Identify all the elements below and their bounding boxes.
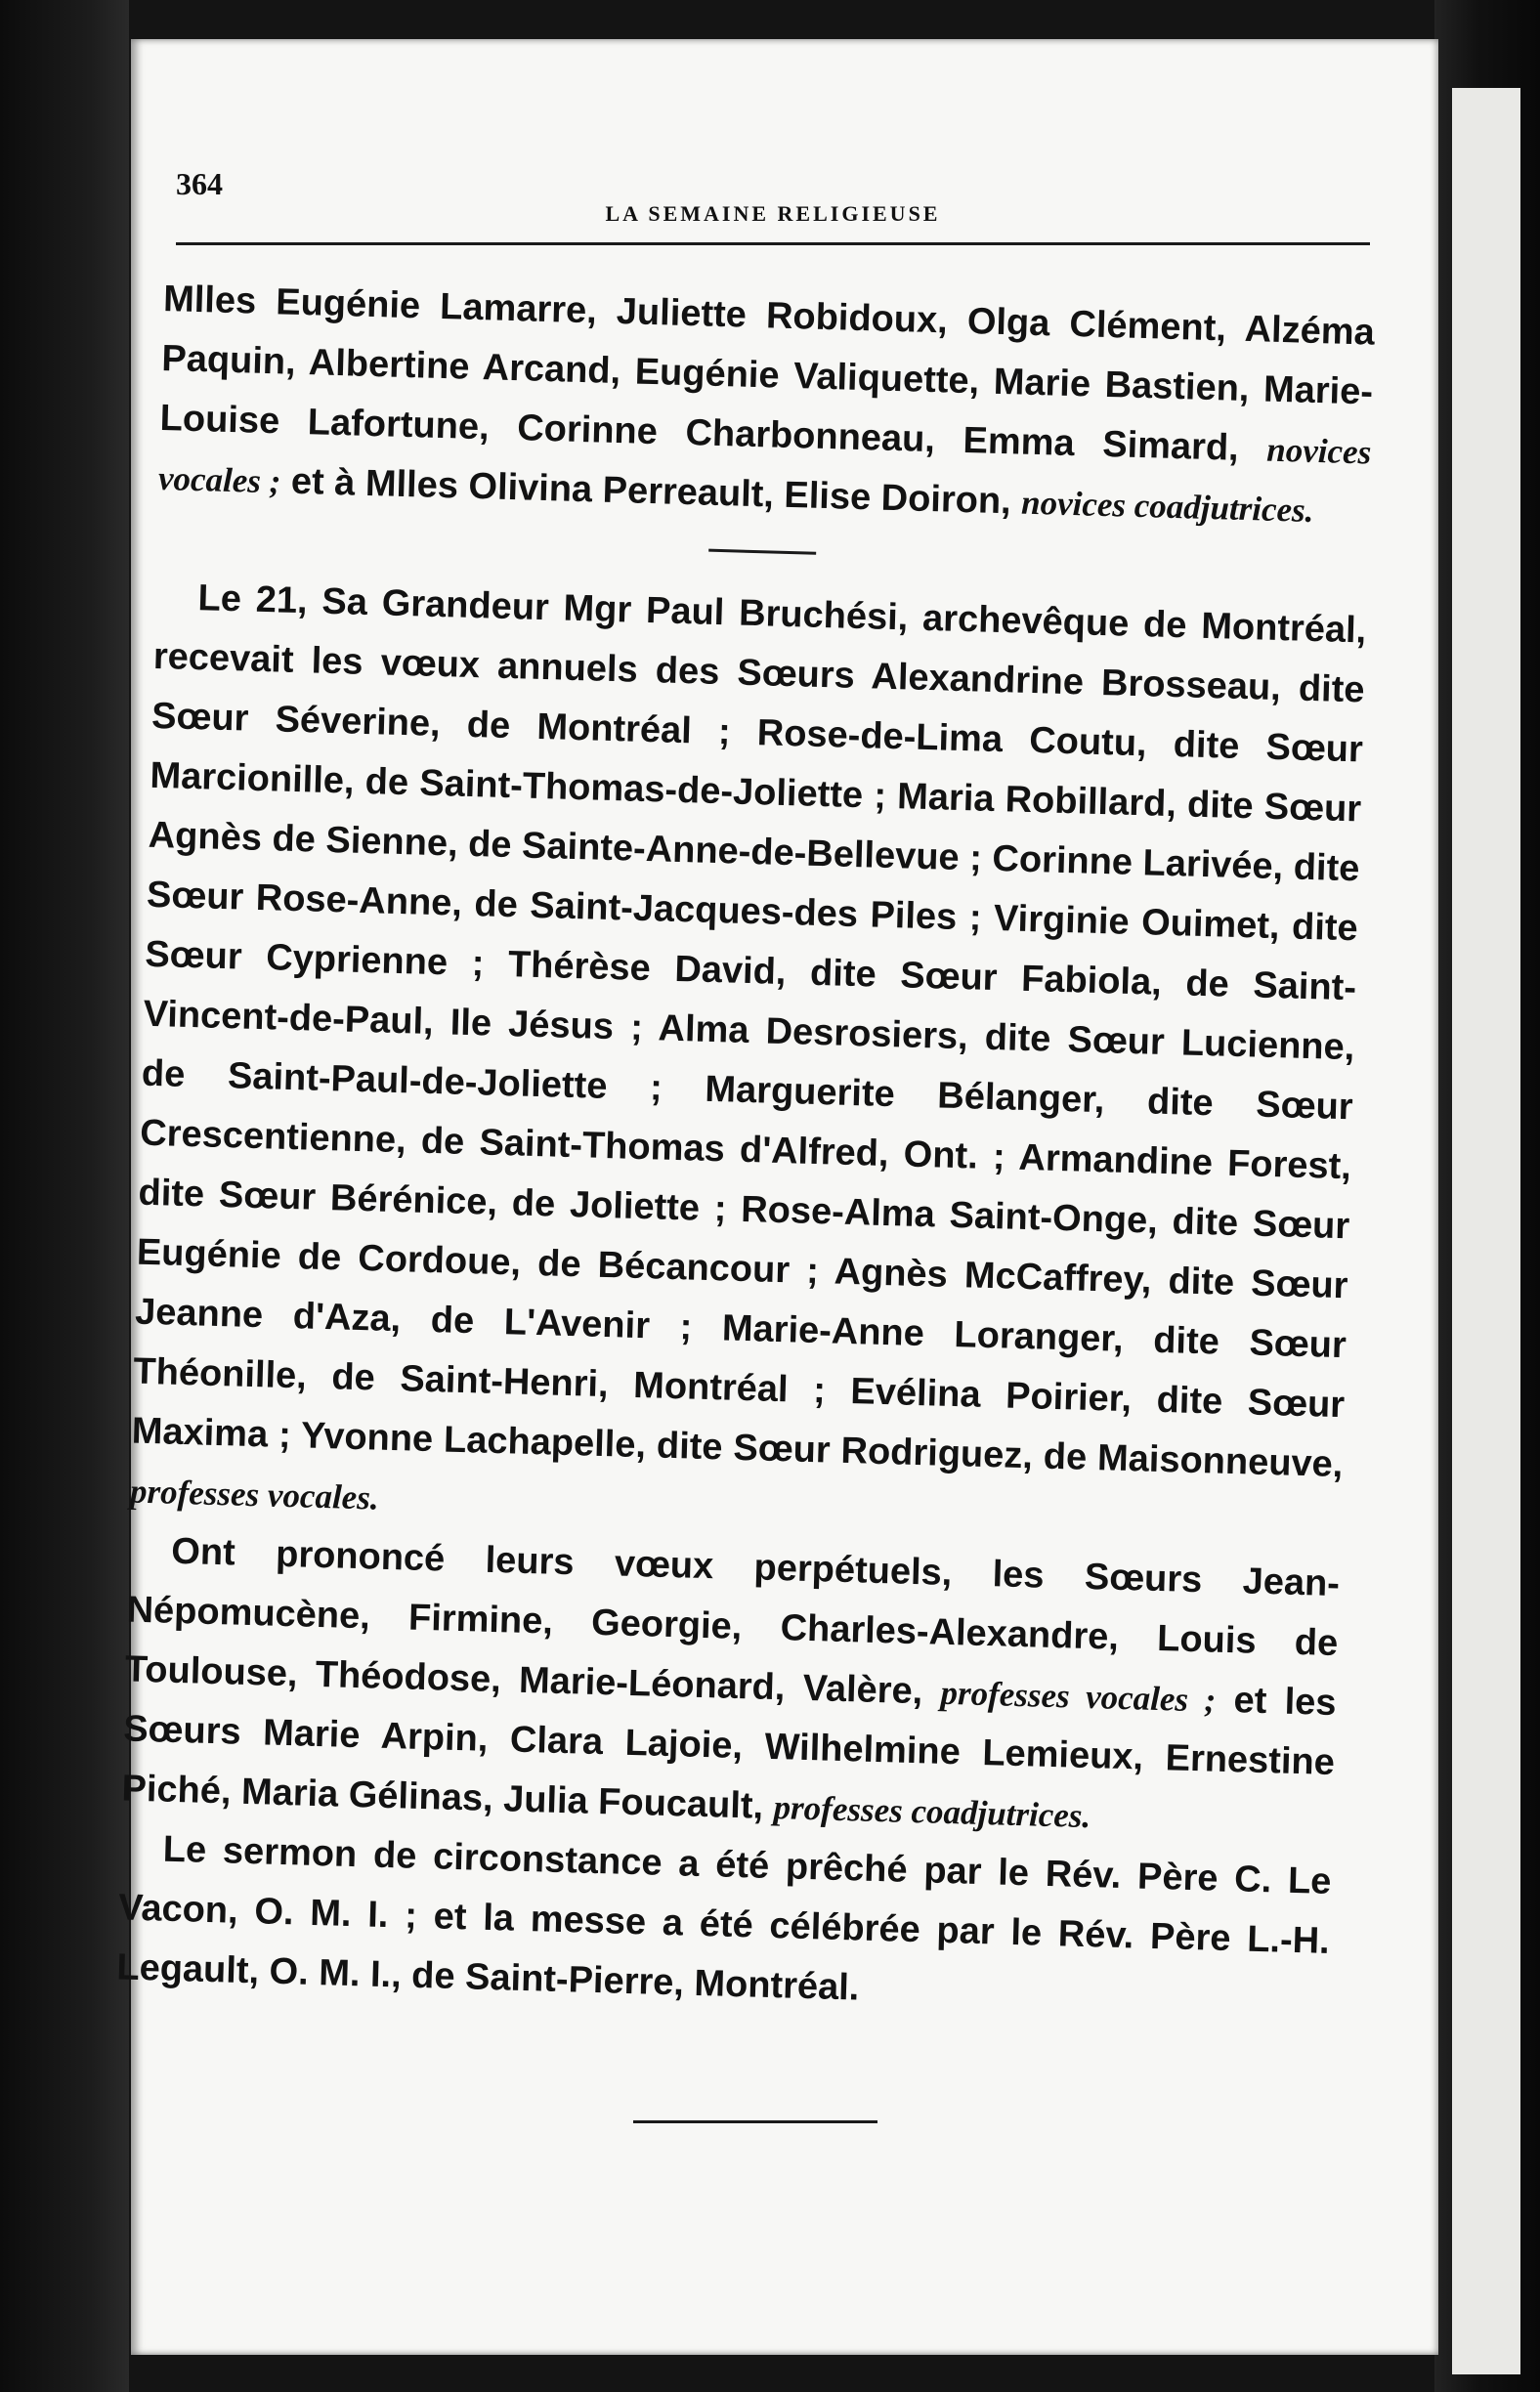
italic-term: professes vocales ; xyxy=(939,1673,1217,1720)
paragraph-sermon xyxy=(116,1818,1333,2031)
paragraph-novices xyxy=(157,270,1375,542)
body-text xyxy=(116,270,1376,2031)
italic-term: novices coadjutrices. xyxy=(1020,483,1315,530)
page-header xyxy=(176,137,1370,226)
running-title: LA SEMAINE RELIGIEUSE xyxy=(605,201,941,226)
adjacent-page-edge xyxy=(1452,88,1520,2374)
closing-divider xyxy=(633,2120,877,2123)
italic-term: professes coadjutrices. xyxy=(773,1788,1091,1836)
paragraph-annual-vows xyxy=(129,568,1367,1555)
italic-term: novices vocales ; xyxy=(157,430,1372,501)
italic-term: professes vocales. xyxy=(129,1472,380,1517)
paragraph-text: Le 21, Sa Grandeur Mgr Paul Bruchési, archevêque de Montréal, recevait les vœux annuels des Sœurs Alexandrine Brosseau, dite Sœur Séverine, de Montréal ; Rose-de-Lima Coutu, dite Sœur Marcionille, de Saint-Thomas-de-Joliette ; Maria Robillard, dite Sœur Agnès de Sienne, de Sainte-Anne-de-Bellevue ; Corinne Larivée, dite Sœur Rose-Anne, de Saint-Jacques-des Piles ; Virginie Ouimet, dite Sœur Cyprienne ; Thérèse David, dite Sœur Fabiola, de Saint-Vincent-de-Paul, Ile Jésus ; Alma Desrosiers, dite Sœur Lucienne, de Saint-Paul-de-Joliette ; Marguerite Bélanger, dite Sœur Crescentienne, de Saint-Thomas d'Alfred, Ont. ; Armandine Forest, dite Sœur Bérénice, de Joliette ; Rose-Alma Saint-Onge, dite Sœur Eugénie de Cordoue, de Bécancour ; Agnès McCaffrey, dite Sœur Jeanne d'Aza, de L'Avenir ; Marie-Anne Loranger, dite Sœur Théonille, de Saint-Henri, Montréal ; Evélina Poirier, dite Sœur Maxima ; Yvonne Lachapelle, dite Sœur Rodriguez, de Maisonneuve, xyxy=(131,577,1367,1486)
paragraph-text: et à Mlles Olivina Perreault, Elise Doiron, xyxy=(279,460,1022,523)
paragraph-text: Ont prononcé leurs vœux perpétuels, les Sœurs Jean-Népomucène, Firmine, Georgie, Charles-Alexandre, Louis de Toulouse, Théodose, Marie-Léonard, Valère, xyxy=(124,1530,1341,1713)
section-divider xyxy=(708,549,816,555)
paragraph-text: Le sermon de circonstance a été prêché par le Rév. Père C. Le Vacon, O. M. I. ; et la messe a été célébrée par le Rév. Père L.-H. Legault, O. M. I., de Saint-Pierre, Montréal. xyxy=(115,1828,1332,2009)
paragraph-text: et les Sœurs Marie Arpin, Clara Lajoie, Wilhelmine Lemieux, Ernestine Piché, Maria Gélinas, Julia Foucault, xyxy=(120,1679,1338,1828)
paragraph-perpetual-vows xyxy=(121,1521,1341,1854)
header-rule xyxy=(176,242,1370,245)
page-number: 364 xyxy=(176,166,223,201)
paragraph-text: Mlles Eugénie Lamarre, Juliette Robidoux, Olga Clément, Alzéma Paquin, Albertine Arcand, Eugénie Valiquette, Marie Bastien, Marie-Louise Lafortune, Corinne Charbonneau, Emma Simard, xyxy=(159,278,1376,470)
scan-left-border xyxy=(0,0,129,2392)
